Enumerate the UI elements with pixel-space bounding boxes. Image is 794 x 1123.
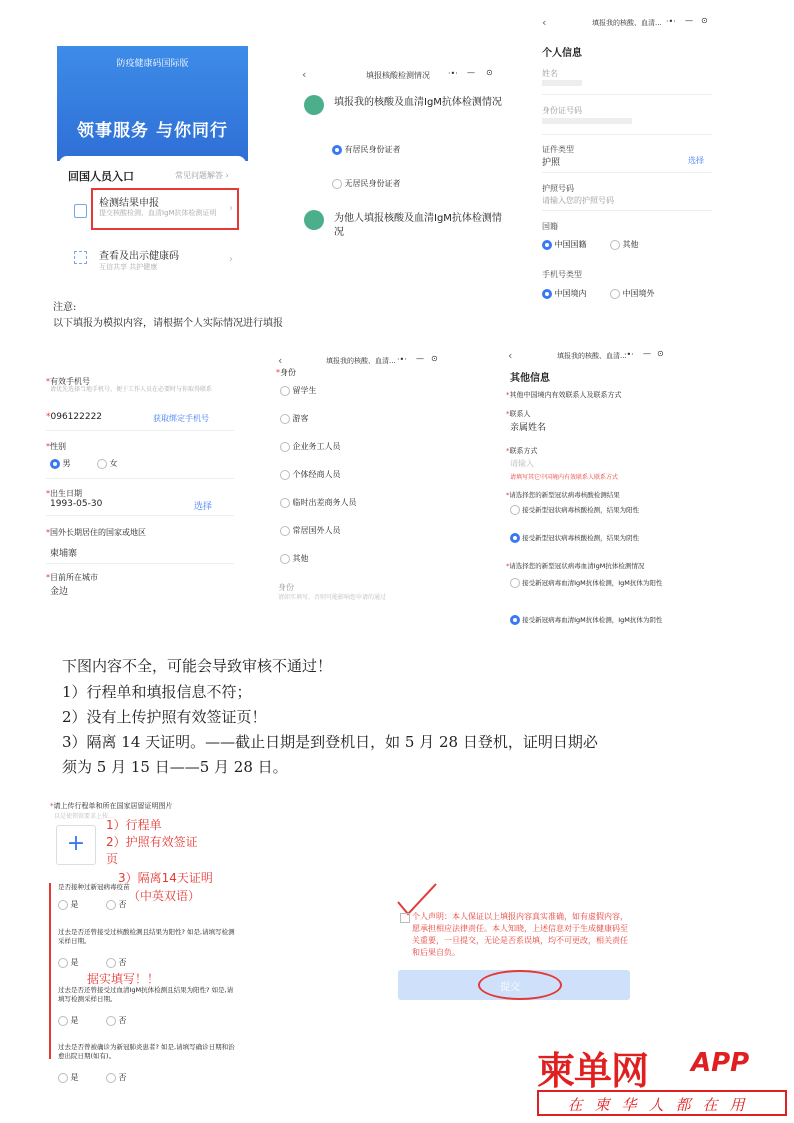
diagnosis-yes[interactable]: 是 [58, 1072, 79, 1083]
phone-label: *有效手机号 [46, 377, 90, 386]
radio-no-id[interactable]: 无居民身份证者 [332, 178, 401, 189]
radio-off-icon [332, 179, 342, 189]
nav-title: 填报我的核酸、血清... [326, 357, 396, 365]
report-icon [74, 204, 87, 218]
minimize-icon[interactable]: — [416, 354, 424, 363]
section-heading: 其他信息 [510, 373, 550, 384]
anno-fill-truthfully: 据实填写！！ [87, 972, 160, 986]
method-warning: 请填写其它中国境内有效联系人联系方式 [510, 474, 619, 481]
minimize-icon[interactable]: — [685, 16, 693, 25]
cert-type-select[interactable]: 选择 [688, 156, 704, 165]
nationality-china[interactable]: 中国国籍 [542, 239, 587, 250]
identity-footer-hint: 请如实填写，否则可能影响您申请的通过 [278, 594, 387, 601]
minimize-icon[interactable]: — [643, 349, 651, 358]
cert-type-label: 证件类型 [542, 145, 574, 154]
igm-history-question: 过去是否还曾接受过血清IgM抗体检测且结果为阳性? 如是,请填写检测采样日期。 [58, 986, 234, 1003]
get-bound-phone-link[interactable]: 获取绑定手机号 [153, 414, 209, 423]
identity-option[interactable]: 留学生 [280, 385, 317, 396]
screenshot-other-info [500, 345, 680, 640]
radio-off-icon [610, 289, 620, 299]
igm-history-yes[interactable]: 是 [58, 1015, 79, 1026]
id-label: 身份证号码 [542, 106, 582, 115]
identity-option[interactable]: 企业务工人员 [280, 441, 341, 452]
nucleic-history-no[interactable]: 否 [106, 957, 127, 968]
warning-line1: 下图内容不全，可能会导致审核不通过！ [62, 657, 333, 675]
warning-line3: 2）没有上传护照有效签证页！ [62, 708, 267, 726]
identity-option[interactable]: 个体经商人员 [280, 469, 341, 480]
back-icon[interactable]: ‹ [302, 68, 307, 81]
anno-passport-visa-2: 页 [106, 852, 119, 866]
nucleic-history-yes[interactable]: 是 [58, 957, 79, 968]
radio-off-icon [58, 958, 68, 968]
dob-select[interactable]: 选择 [194, 502, 213, 512]
logo-app: APP [691, 1048, 750, 1078]
gender-female[interactable]: 女 [97, 458, 118, 469]
radio-on-icon [542, 240, 552, 250]
vaccine-yes[interactable]: 是 [58, 899, 79, 910]
submit-label: 提交 [500, 982, 520, 993]
nationality-label: 国籍 [542, 222, 558, 231]
radio-off-icon [106, 900, 116, 910]
name-value-blurred [542, 80, 582, 86]
nav-title: 填报我的核酸、血清... [557, 352, 627, 360]
back-icon[interactable]: ‹ [278, 354, 283, 367]
notice-line1: 注意: [53, 302, 77, 313]
upload-label: *请上传行程单和所在国家居留证明图片 [50, 802, 173, 810]
screenshot-report-choice [296, 60, 508, 242]
dob-label: *出生日期 [46, 489, 82, 498]
radio-has-id[interactable]: 有居民身份证者 [332, 144, 401, 155]
submit-circle-annotation [478, 970, 562, 1000]
faq-link[interactable]: 常见问题解答 › [175, 171, 229, 180]
nucleic-negative[interactable]: 接受新型冠状病毒核酸检测，结果为阴性 [510, 533, 639, 543]
method-input[interactable]: 请输入 [510, 459, 534, 468]
radio-on-icon [50, 459, 60, 469]
radio-off-icon [97, 459, 107, 469]
anno-itinerary: 1）行程单 [106, 818, 162, 832]
section-heading: 个人信息 [542, 48, 582, 59]
warning-line5: 须为 5 月 15 日——5 月 28 日。 [62, 758, 288, 776]
radio-off-icon [106, 958, 116, 968]
radio-off-icon [280, 498, 290, 508]
back-icon[interactable]: ‹ [542, 16, 547, 29]
more-icon[interactable]: ·•· [666, 17, 676, 26]
city-label: *目前所在城市 [46, 573, 98, 582]
close-icon[interactable]: ⊙ [657, 349, 664, 358]
warning-line2: 1）行程单和填报信息不符； [62, 683, 252, 701]
identity-option[interactable]: 游客 [280, 413, 309, 424]
close-icon[interactable]: ⊙ [486, 68, 493, 77]
radio-off-icon [58, 1016, 68, 1026]
phone-type-label: 手机号类型 [542, 270, 582, 279]
screenshot-health-code-home [57, 46, 248, 276]
passport-label: 护照号码 [542, 184, 574, 193]
upload-button[interactable] [56, 825, 96, 865]
item2-desc: 互信共享 共护健康 [99, 263, 158, 271]
chevron-right-icon: › [229, 254, 233, 265]
vaccine-question: 是否接种过新冠病毒疫苗 [58, 883, 130, 891]
phone-type-domestic[interactable]: 中国境内 [542, 288, 587, 299]
screenshot-personal-info [534, 10, 720, 310]
identity-option[interactable]: 常居国外人员 [280, 525, 341, 536]
notice-line2: 以下填报为模拟内容，请根据个人实际情况进行填报 [53, 318, 283, 329]
radio-on-icon [542, 289, 552, 299]
igm-history-no[interactable]: 否 [106, 1015, 127, 1026]
more-icon[interactable]: ·•· [397, 355, 407, 364]
item1-title: 检测结果申报 [99, 198, 159, 209]
igm-positive[interactable]: 接受新冠病毒血清IgM抗体检测，IgM抗体为阳性 [510, 578, 670, 588]
radio-off-icon [280, 386, 290, 396]
screenshot-identity [270, 350, 450, 620]
dob-value: 1993-05-30 [50, 499, 103, 509]
more-icon[interactable]: ·•· [624, 350, 634, 359]
nucleic-positive[interactable]: 接受新型冠状病毒核酸检测，结果为阳性 [510, 505, 639, 515]
screenshot-upload-questions [44, 795, 244, 1090]
identity-label: *身份 [276, 368, 296, 377]
nav-title: 填报核酸检测情况 [366, 71, 430, 80]
close-icon[interactable]: ⊙ [431, 354, 438, 363]
radio-off-icon [58, 900, 68, 910]
back-icon[interactable]: ‹ [508, 349, 513, 362]
radio-off-icon [280, 414, 290, 424]
chevron-right-icon: › [229, 203, 233, 214]
contact-value[interactable]: 亲属姓名 [510, 423, 547, 433]
vaccine-no[interactable]: 否 [106, 899, 127, 910]
minimize-icon[interactable]: — [467, 68, 475, 77]
declaration-text: 个人声明：本人保证以上填报内容真实准确，如有虚假内容，愿承担相应法律责任。本人知晓，上述信息对于生成健康码至关重要，一旦提交，无论是否系误填，均不可更改，相关责任和后果自负。 [412, 912, 628, 957]
screenshot-contact-info [40, 370, 240, 600]
gender-male[interactable]: 男 [50, 458, 71, 469]
radio-on-icon [332, 145, 342, 155]
radio-off-icon [510, 578, 520, 588]
banner [57, 46, 248, 161]
radio-off-icon [280, 470, 290, 480]
option-self-report[interactable]: 填报我的核酸及血清IgM抗体检测情况 [334, 97, 502, 108]
plus-icon: + [66, 831, 86, 856]
phone-hint: 请优先选择当地手机号，便于工作人员在必要时与你取得联系 [50, 386, 213, 393]
nav-title: 填报我的核酸、血清... [592, 19, 662, 27]
intro-label: *其他中国境内有效联系人及联系方式 [506, 391, 622, 399]
logo-tagline: 在柬华人都在用 [567, 1096, 757, 1114]
banner-slogan: 领事服务 与你同行 [77, 121, 228, 141]
id-value-blurred [542, 118, 632, 124]
method-label: *联系方式 [506, 447, 538, 455]
option-other-report[interactable]: 为他人填报核酸及血清IgM抗体检测情况 [334, 213, 502, 238]
country-label: *国外长期居住的国家或地区 [46, 528, 146, 537]
declaration-checkbox[interactable] [400, 913, 410, 923]
phone-value[interactable]: *096122222 [46, 412, 103, 422]
anno-passport-visa: 2）护照有效签证 [106, 835, 198, 849]
warning-line4: 3）隔离 14 天证明。——截止日期是到登机日，如 5 月 28 日登机，证明日期必 [62, 733, 598, 751]
radio-on-icon [510, 533, 520, 543]
radio-off-icon [58, 1073, 68, 1083]
diagnosis-no[interactable]: 否 [106, 1072, 127, 1083]
contact-label: *联系人 [506, 410, 531, 418]
self-report-icon [304, 95, 324, 115]
igm-question: *请选择您的新型冠状病毒血清IgM抗体检测情况 [506, 562, 645, 570]
banner-title: 防疫健康码国际版 [116, 59, 189, 69]
radio-off-icon [106, 1016, 116, 1026]
nucleic-history-question: 过去是否还曾接受过核酸检测且结果为阳性? 如是,请填写检测采样日期。 [58, 928, 235, 945]
logo-main: 柬单网 [537, 1049, 649, 1093]
radio-off-icon [106, 1073, 116, 1083]
city-value[interactable]: 金边 [50, 587, 69, 597]
gender-label: *性别 [46, 442, 66, 451]
screenshot-declaration [390, 880, 640, 1010]
nationality-other[interactable]: 其他 [610, 239, 639, 250]
radio-off-icon [280, 526, 290, 536]
igm-negative[interactable]: 接受新冠病毒血清IgM抗体检测，IgM抗体为阴性 [510, 615, 670, 625]
more-icon[interactable]: ·•· [448, 69, 458, 78]
nucleic-question: *请选择您的新型冠状病毒核酸检测结果 [506, 491, 620, 499]
item2-title[interactable]: 查看及出示健康码 [99, 251, 179, 262]
section-title: 回国人员入口 [68, 170, 134, 183]
logo [535, 1040, 790, 1120]
anno-quarantine: 3）隔离14天证明 [118, 871, 213, 885]
upload-hint: 以是使领馆要求上传... [54, 813, 114, 820]
country-value[interactable]: 柬埔寨 [50, 549, 78, 559]
item1-desc: 提交核酸检测、血清IgM抗体检测证明 [99, 209, 217, 217]
anno-bilingual: （中英双语） [128, 889, 201, 903]
cert-type-value: 护照 [542, 158, 561, 168]
passport-input[interactable]: 请输入您的护照号码 [542, 196, 614, 205]
radio-off-icon [610, 240, 620, 250]
qr-icon [74, 251, 87, 264]
radio-off-icon [280, 442, 290, 452]
annotation-bracket [49, 883, 57, 1059]
identity-option[interactable]: 临时出差商务人员 [280, 497, 357, 508]
name-label: 姓名 [542, 69, 558, 78]
other-report-icon [304, 210, 324, 230]
radio-off-icon [280, 554, 290, 564]
close-icon[interactable]: ⊙ [701, 16, 708, 25]
identity-option[interactable]: 其他 [280, 553, 309, 564]
radio-off-icon [510, 505, 520, 515]
radio-on-icon [510, 615, 520, 625]
phone-type-overseas[interactable]: 中国境外 [610, 288, 655, 299]
diagnosis-question: 过去是否曾被确诊为新冠肺炎患者? 如是,请填写确诊日期和治愈出院日期(如有)。 [58, 1043, 235, 1060]
identity-footer-label: 身份 [278, 583, 294, 592]
